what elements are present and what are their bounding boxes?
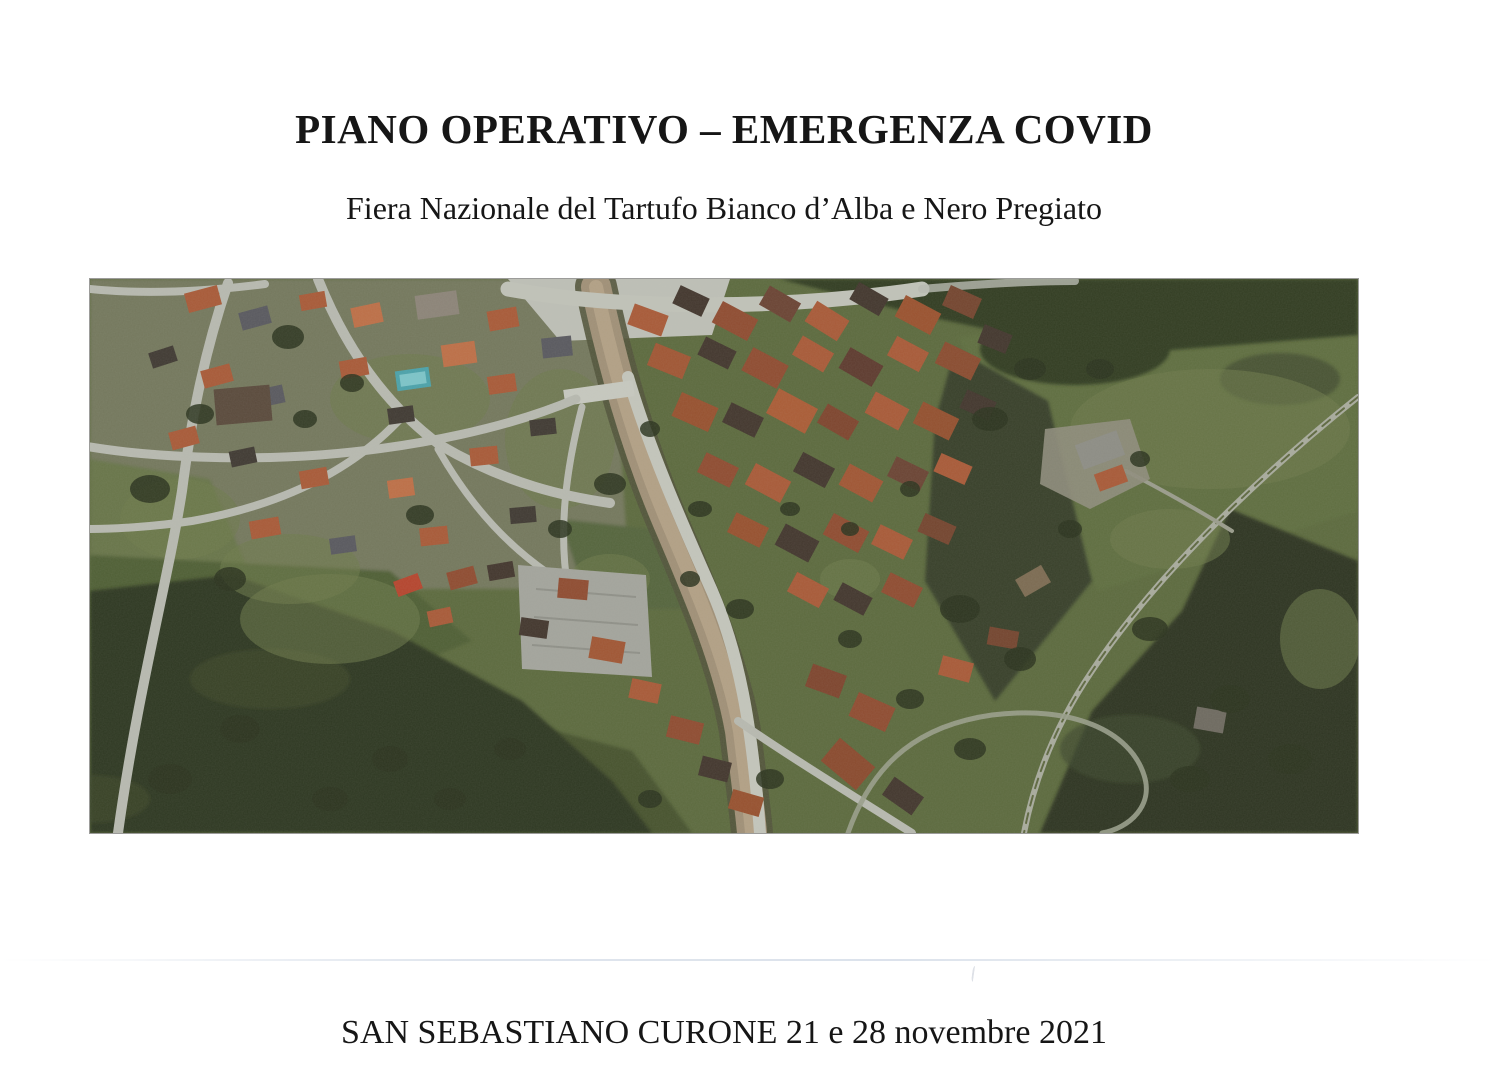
document-footer: SAN SEBASTIANO CURONE 21 e 28 novembre 2021 (341, 1014, 1107, 1051)
document-title: PIANO OPERATIVO – EMERGENZA COVID (295, 106, 1153, 153)
scanner-artifact-mark (971, 966, 978, 983)
document-subtitle: Fiera Nazionale del Tartufo Bianco d’Alba e Nero Pregiato (346, 189, 1102, 226)
photo-grain-overlay (90, 279, 1358, 833)
aerial-photo (90, 279, 1358, 833)
scanner-artifact-line (0, 959, 1498, 961)
aerial-photo-svg (90, 279, 1358, 833)
